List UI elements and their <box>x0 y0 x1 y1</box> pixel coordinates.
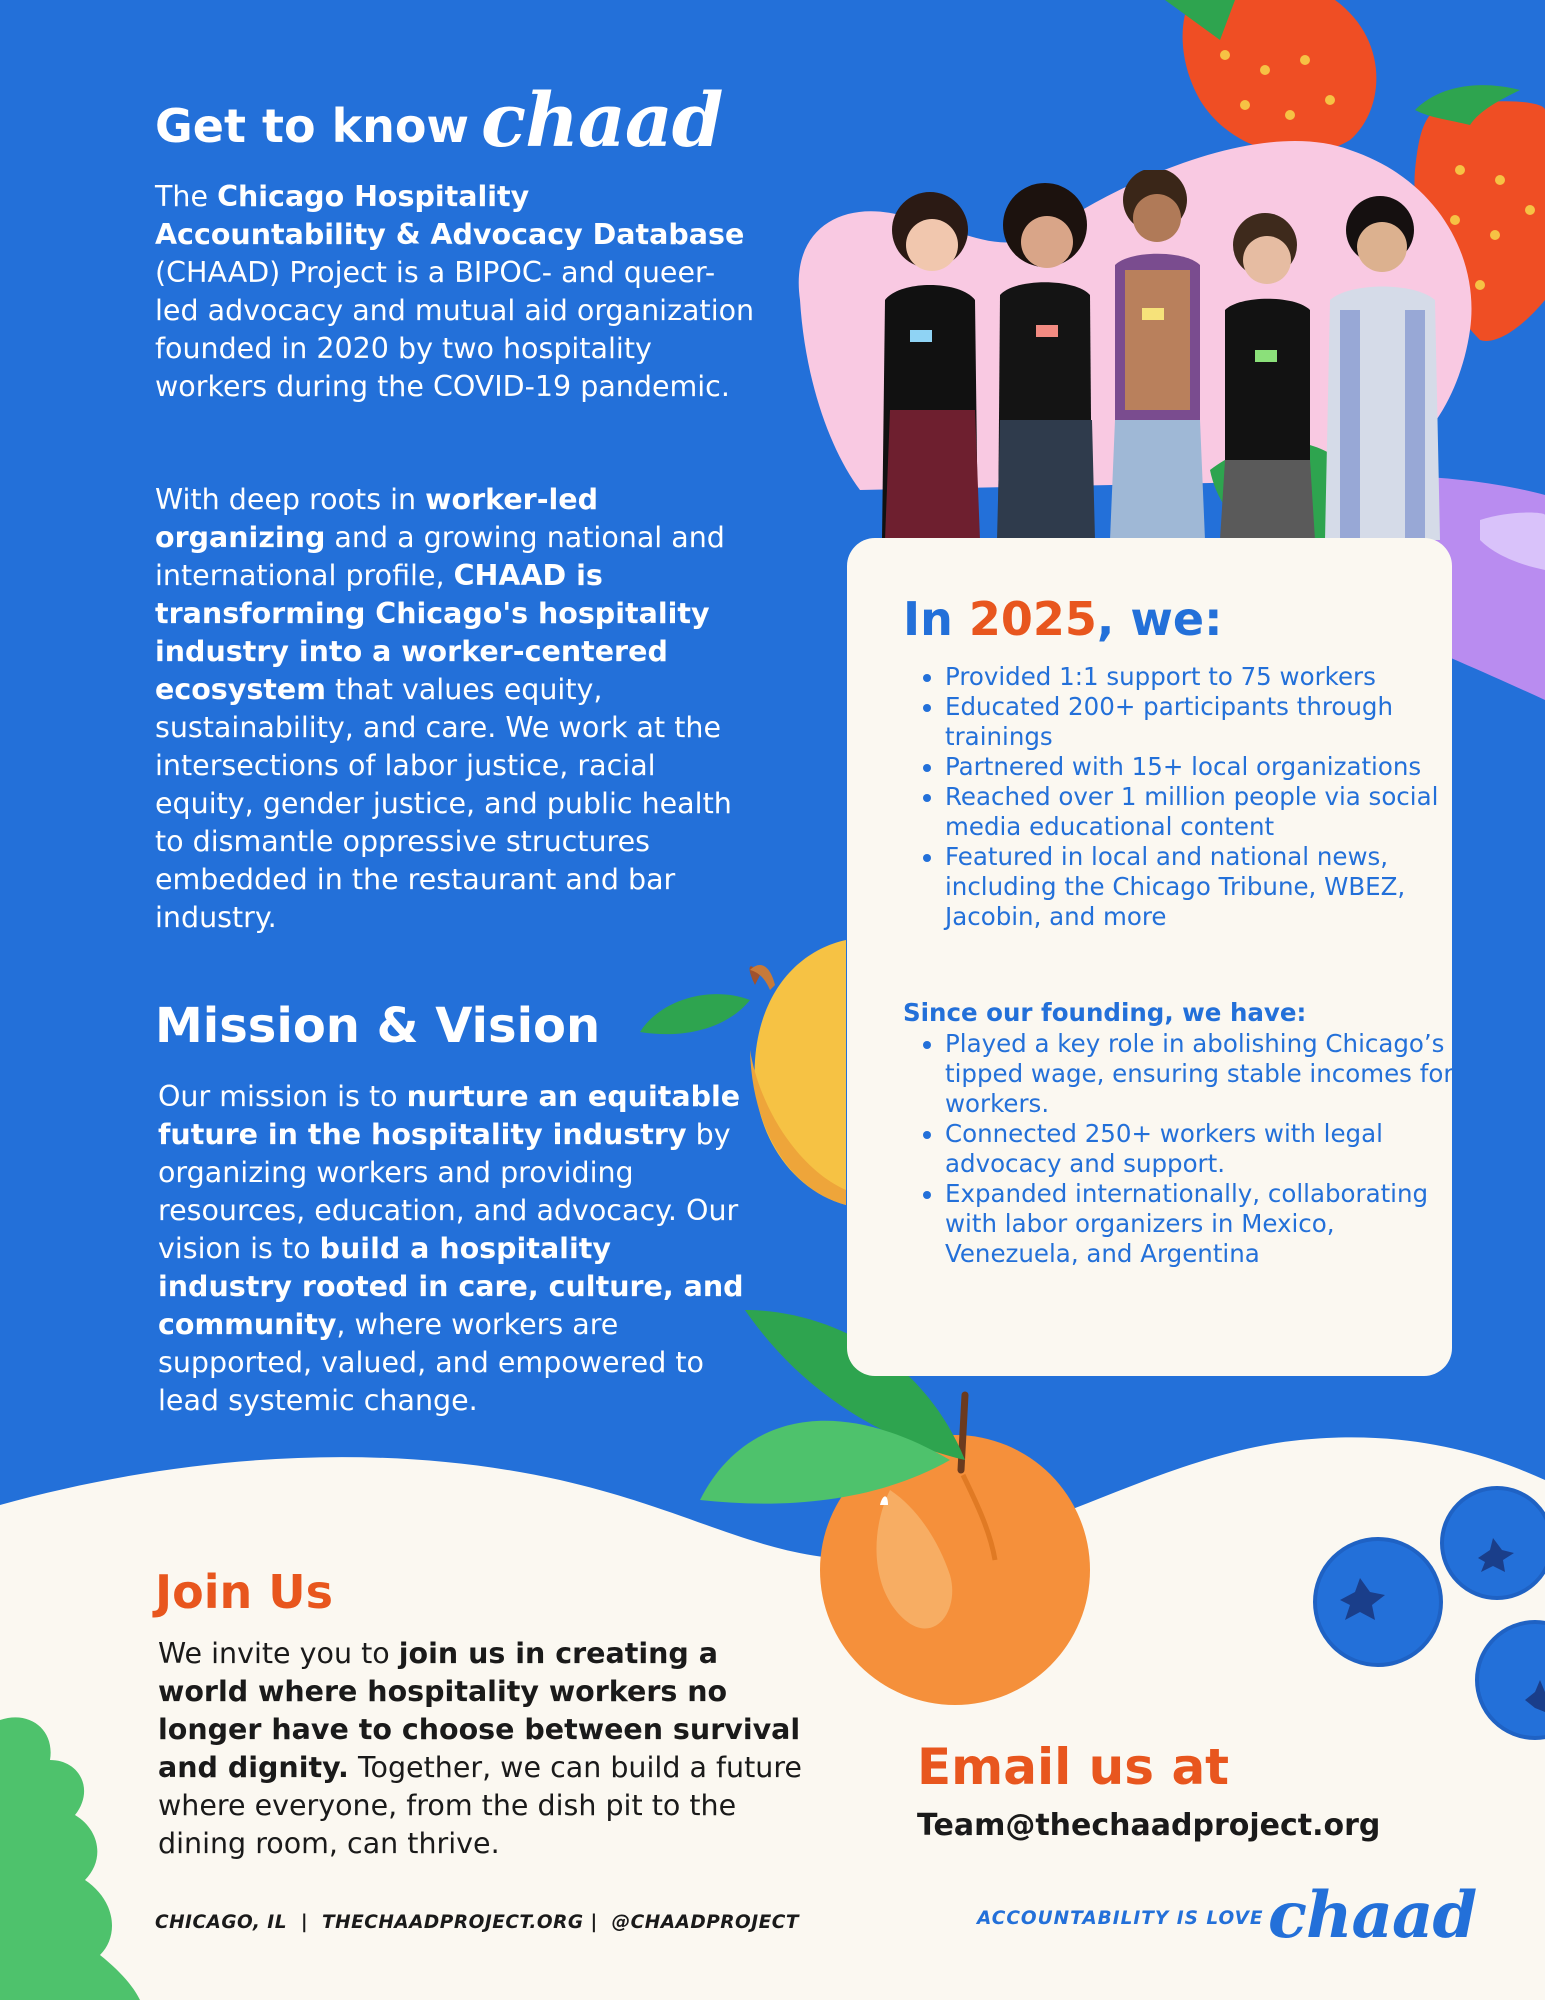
title-prefix: Get to know <box>155 99 470 153</box>
footer-brand-wordmark: chaad <box>1268 1878 1477 1953</box>
card-heading-suffix: , we: <box>1096 592 1223 646</box>
intro-highlight: worker-led organizing <box>155 483 599 554</box>
intro-text: With deep roots in <box>155 483 426 516</box>
join-paragraph <box>158 1635 808 1863</box>
card-heading-year: 2025 <box>968 592 1097 646</box>
mission-highlight: build a hospitality industry rooted in care, culture, and community <box>158 1232 744 1341</box>
footer-info: CHICAGO, IL | THECHAADPROJECT.ORG | @CHAADPROJECT <box>155 1912 799 1933</box>
intro-paragraph <box>155 481 755 937</box>
since-list <box>903 1029 1465 1269</box>
join-text: We invite you to <box>158 1637 399 1670</box>
mission-text: , where workers are supported, valued, and empowered to lead systemic change. <box>158 1308 704 1417</box>
page-title <box>155 78 723 164</box>
intro-text: (CHAAD) Project is a BIPOC- and queer-led advocacy and mutual aid organization founded in 2020 by two hospitality workers during the COVID-19 pandemic. <box>155 256 755 403</box>
mission-text: Our mission is to <box>158 1080 407 1113</box>
intro-org-name: Chicago Hospitality Accountability & Advocacy Database <box>155 180 745 251</box>
join-heading: Join Us <box>155 1565 333 1619</box>
person-figure <box>1220 213 1315 540</box>
intro-highlight: CHAAD is transforming Chicago's hospitality industry into a worker-centered ecosystem <box>155 559 710 706</box>
email-heading: Email us at <box>917 1738 1230 1796</box>
list-item: • Connected 250+ workers with legal advocacy and support. <box>945 1119 1465 1179</box>
intro-text: and a growing national and international profile, <box>155 521 725 592</box>
intro-text: that values equity, sustainability, and care. We work at the intersections of labor justice, racial equity, gender justice, and public health to dismantle oppressive structures embedded in the restaurant and bar industry. <box>155 673 732 934</box>
list-item: • Educated 200+ participants through trainings <box>945 692 1465 752</box>
card-heading-prefix: In <box>903 592 969 646</box>
intro-paragraph <box>155 178 755 406</box>
email-link[interactable]: Team@thechaadproject.org <box>917 1808 1381 1843</box>
mission-paragraph <box>158 1078 748 1420</box>
list-item: • Reached over 1 million people via social media educational content <box>945 782 1465 842</box>
mission-text: by organizing workers and providing resources, education, and advocacy. Our vision is to <box>158 1118 739 1265</box>
achievements-list <box>903 662 1465 932</box>
team-photo <box>860 170 1480 540</box>
card-heading <box>903 592 1223 646</box>
join-text: Together, we can build a future where everyone, from the dish pit to the dining room, can thrive. <box>158 1751 802 1860</box>
mission-highlight: nurture an equitable future in the hospitality industry <box>158 1080 741 1151</box>
person-figure <box>1110 170 1205 540</box>
person-figure <box>882 192 980 540</box>
blueberry-icon <box>1315 1539 1441 1665</box>
brand-wordmark: chaad <box>481 78 723 164</box>
join-highlight: join us in creating a world where hospitality workers no longer have to choose between survival and dignity. <box>158 1637 801 1784</box>
intro-text: The <box>155 180 218 213</box>
list-item: • Played a key role in abolishing Chicago’s tipped wage, ensuring stable incomes for workers. <box>945 1029 1465 1119</box>
person-figure <box>1325 196 1440 540</box>
blueberry-icon <box>1442 1488 1545 1598</box>
footer-tagline: ACCOUNTABILITY IS LOVE <box>977 1908 1264 1929</box>
list-item: • Partnered with 15+ local organizations <box>945 752 1465 782</box>
list-item: • Featured in local and national news, including the Chicago Tribune, WBEZ, Jacobin, and more <box>945 842 1465 932</box>
list-item: • Expanded internationally, collaborating with labor organizers in Mexico, Venezuela, and Argentina <box>945 1179 1465 1269</box>
mission-heading: Mission & Vision <box>155 998 601 1054</box>
list-item: • Provided 1:1 support to 75 workers <box>945 662 1465 692</box>
person-figure <box>997 183 1095 540</box>
since-heading: Since our founding, we have: <box>903 998 1307 1027</box>
strawberry-icon <box>1165 0 1376 154</box>
